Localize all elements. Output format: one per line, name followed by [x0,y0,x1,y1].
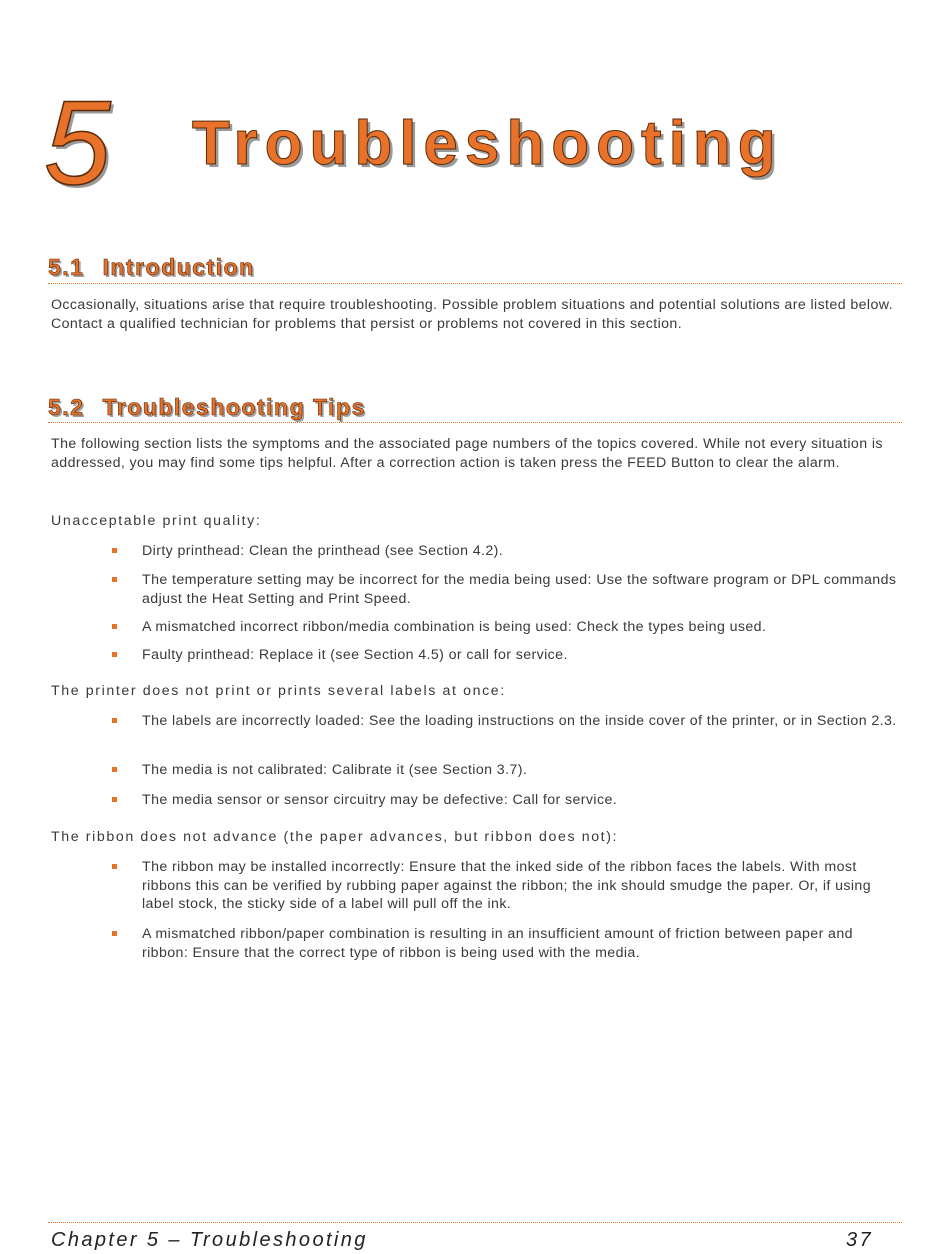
list-item [112,571,902,608]
bullet-square-icon [112,548,117,553]
list-item-text: The media is not calibrated: Calibrate it (see Section 3.7). [142,762,528,778]
list-item-text: Dirty printhead: Clean the printhead (see Section 4.2). [142,543,504,559]
list-item [112,542,902,561]
chapter-title: Troubleshooting [192,109,783,178]
section-heading-troubleshooting-tips [48,393,366,421]
introduction-paragraph: Occasionally, situations arise that require troubleshooting. Possible problem situations and potential solutions are listed below. Contact a qualified technician for problems that persist or problems not covered in this section. [51,297,893,332]
section-heading-introduction [48,253,255,281]
footer-chapter-label: Chapter 5 – Troubleshooting [51,1229,368,1251]
list-item-text: A mismatched ribbon/paper combination is resulting in an insufficient amount of friction between paper and ribbon: Ensure that the correct type of ribbon is being used with the media. [142,926,853,961]
bullet-square-icon [112,624,117,629]
topic-heading-ribbon-not-advancing: The ribbon does not advance (the paper advances, but ribbon does not): [51,829,619,845]
list-item [112,791,902,810]
footer-divider [48,1222,902,1223]
section-divider [48,422,902,423]
list-item-text: The labels are incorrectly loaded: See the loading instructions on the inside cover of the printer, or in Section 2.3. [142,713,897,729]
list-item-text: A mismatched incorrect ribbon/media combination is being used: Check the types being used. [142,619,767,635]
list-item [112,925,902,962]
list-item-text: Faulty printhead: Replace it (see Section 4.5) or call for service. [142,647,568,663]
list-item [112,858,902,914]
bullet-square-icon [112,577,117,582]
troubleshooting-tips-paragraph: The following section lists the symptoms and the associated page numbers of the topics covered. While not every situation is addressed, you may find some tips helpful. After a correction action is taken press the FEED Button to clear the alarm. [51,436,883,471]
bullet-square-icon [112,718,117,723]
chapter-number: 5 [44,76,111,210]
topic-heading-print-quality: Unacceptable print quality: [51,513,262,529]
section-number: 5.2 [48,394,85,420]
bullet-square-icon [112,652,117,657]
list-item [112,761,902,780]
list-item [112,712,902,731]
topic-heading-printer-not-printing: The printer does not print or prints several labels at once: [51,683,506,699]
section-number: 5.1 [48,254,85,280]
bullet-square-icon [112,767,117,772]
list-item-text: The temperature setting may be incorrect for the media being used: Use the software program or DPL commands adjust the Heat Setting and Print Speed. [142,572,897,607]
bullet-square-icon [112,797,117,802]
list-item [112,618,902,637]
list-item [112,646,902,665]
section-title: Introduction [102,254,255,280]
page-number: 37 [846,1229,874,1251]
bullet-square-icon [112,864,117,869]
section-title: Troubleshooting Tips [102,394,366,420]
list-item-text: The ribbon may be installed incorrectly: Ensure that the inked side of the ribbon faces the labels. With most ribbons this can be verified by rubbing paper against the ribbon; the ink should smudge the paper. Or, if using label stock, the sticky side of a label will pull off the ink. [142,859,871,912]
list-item-text: The media sensor or sensor circuitry may be defective: Call for service. [142,792,618,808]
bullet-square-icon [112,931,117,936]
section-divider [48,283,902,284]
